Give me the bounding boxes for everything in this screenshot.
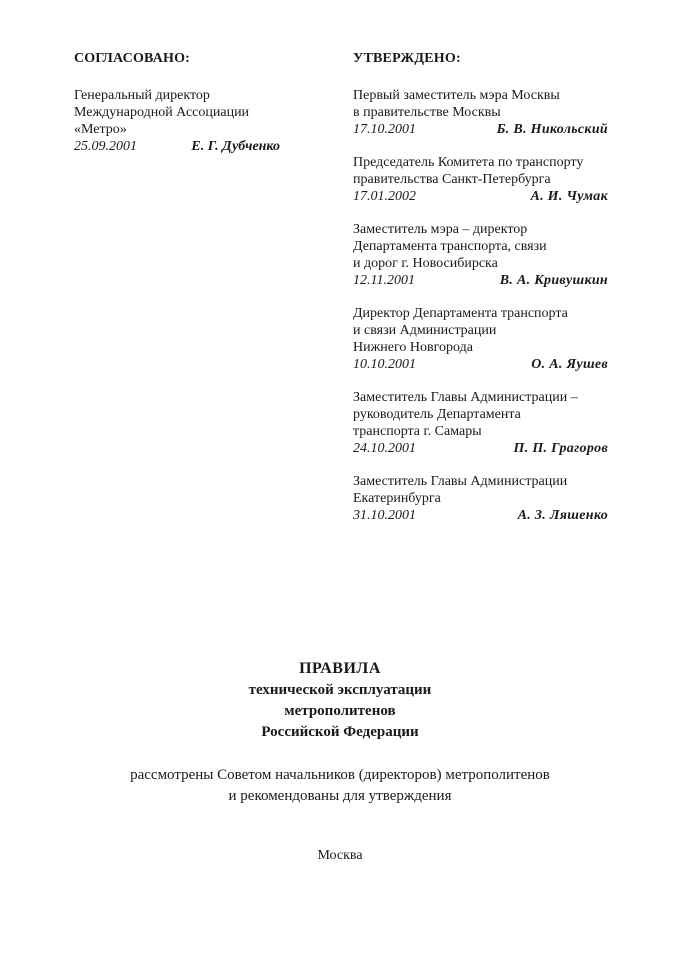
approved-signature-row: [353, 440, 608, 457]
review-note-line: рассмотрены Советом начальников (директоров) метрополитенов: [130, 767, 550, 783]
agreed-position-line: «Метро»: [74, 122, 127, 137]
approved-signature-block-ekaterinburg: [353, 473, 608, 524]
approved-signatory-name: А. И. Чумак: [530, 189, 608, 204]
approved-position-line: в правительстве Москвы: [353, 105, 501, 120]
approved-date: 31.10.2001: [353, 508, 416, 523]
approved-signatory-name: П. П. Грагоров: [513, 441, 608, 456]
approved-position-line: и связи Администрации: [353, 323, 497, 338]
approved-position-line: транспорта г. Самары: [353, 424, 482, 439]
approved-signature-row: [353, 356, 608, 373]
agreed-date: 25.09.2001: [74, 139, 137, 154]
approved-signatory-name: А. З. Ляшенко: [517, 508, 608, 523]
approved-signatory-name: О. А. Яушев: [531, 357, 608, 372]
approved-signature-row: [353, 121, 608, 138]
approved-signature-row: [353, 188, 608, 205]
agreed-position-line: Генеральный директор: [74, 88, 210, 103]
agreed-signatory-name: Е. Г. Дубченко: [191, 139, 280, 154]
approved-position-line: Заместитель Главы Администрации: [353, 474, 568, 489]
approved-position-line: Заместитель Главы Администрации –: [353, 390, 578, 405]
agreed-signature-row: [74, 138, 280, 155]
review-note: [0, 765, 680, 807]
approved-position-line: Заместитель мэра – директор: [353, 222, 528, 237]
approved-position-line: руководитель Департамента: [353, 407, 521, 422]
approved-position-line: и дорог г. Новосибирска: [353, 256, 498, 271]
approved-date: 12.11.2001: [353, 273, 415, 288]
document-title-line: метрополитенов: [284, 703, 396, 719]
approved-date: 10.10.2001: [353, 357, 416, 372]
document-title-line: технической эксплуатации: [248, 682, 432, 698]
approval-agreed-column: [74, 50, 284, 155]
approved-signature-block-moscow: [353, 87, 608, 138]
review-note-line: и рекомендованы для утверждения: [228, 788, 452, 804]
approved-signature-block-novosibirsk: [353, 221, 608, 289]
document-title: [0, 658, 680, 743]
approved-signature-row: [353, 272, 608, 289]
approved-position-line: Директор Департамента транспорта: [353, 306, 568, 321]
approved-signatory-name: Б. В. Никольский: [496, 122, 608, 137]
document-title-main: ПРАВИЛА: [299, 660, 381, 677]
approved-position-line: правительства Санкт-Петербурга: [353, 172, 551, 187]
agreed-heading: СОГЛАСОВАНО:: [74, 51, 191, 66]
agreed-position-line: Международной Ассоциации: [74, 105, 250, 120]
approved-signature-block-spb: [353, 154, 608, 205]
approved-signatory-name: В. А. Кривушкин: [499, 273, 608, 288]
approved-date: 24.10.2001: [353, 441, 416, 456]
approved-signature-block-nizhny: [353, 305, 608, 373]
approval-approved-column: [353, 50, 608, 524]
approved-position-line: Екатеринбурга: [353, 491, 441, 506]
approved-signature-block-samara: [353, 389, 608, 457]
approved-position-line: Председатель Комитета по транспорту: [353, 155, 584, 170]
document-title-line: Российской Федерации: [261, 724, 419, 740]
approved-date: 17.10.2001: [353, 122, 416, 137]
approved-position-line: Нижнего Новгорода: [353, 340, 473, 355]
approved-signature-row: [353, 507, 608, 524]
approved-heading: УТВЕРЖДЕНО:: [353, 51, 461, 66]
publication-city: Москва: [317, 848, 363, 863]
approved-date: 17.01.2002: [353, 189, 416, 204]
approved-position-line: Первый заместитель мэра Москвы: [353, 88, 560, 103]
agreed-signature-block: [74, 87, 284, 155]
approved-position-line: Департамента транспорта, связи: [353, 239, 547, 254]
